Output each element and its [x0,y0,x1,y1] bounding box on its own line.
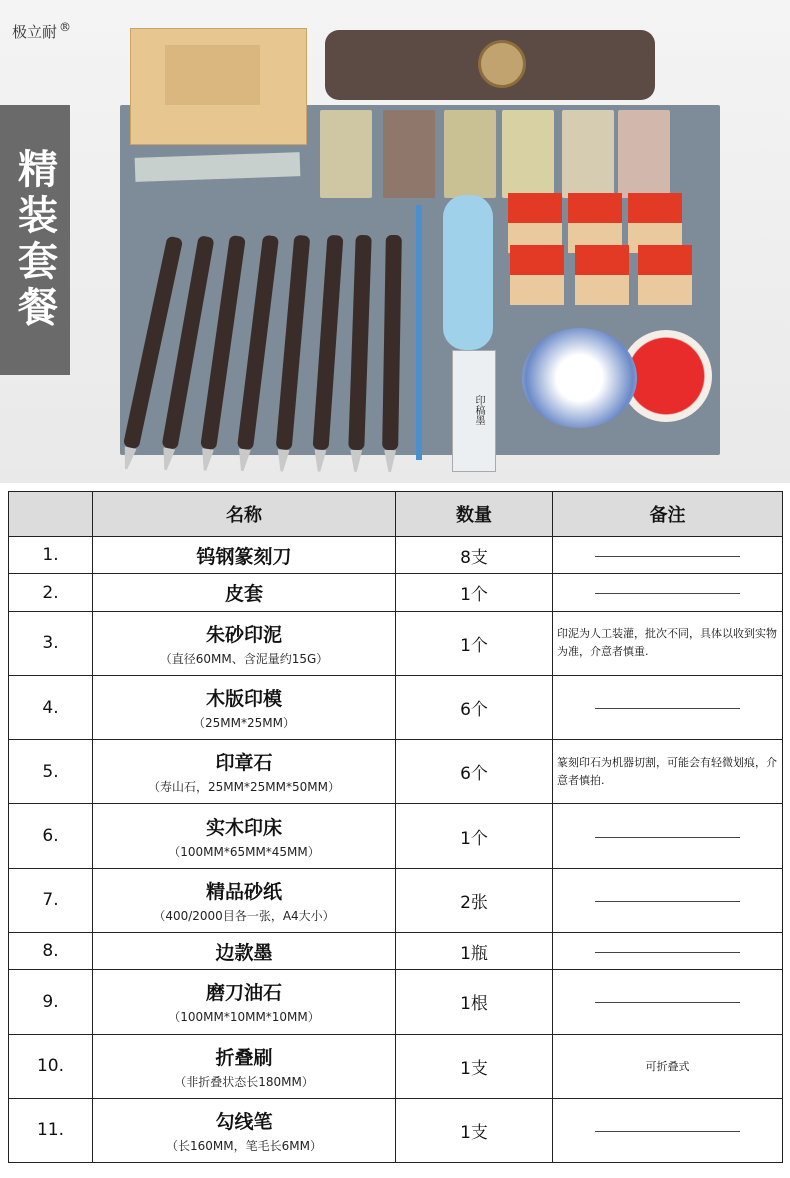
item-note-cell [553,932,783,969]
row-name-cell [93,932,396,969]
item-name: 实木印床 [205,816,282,839]
item-note-cell [553,1034,783,1098]
row-name-cell [93,740,396,804]
item-note-cell [553,804,783,868]
item-spec: （直径60MM、含泥量约15G） [159,651,329,666]
table-row [9,868,783,932]
brand-logo [12,20,71,42]
item-name: 勾线笔 [215,1110,273,1133]
item-note-cell [553,676,783,740]
item-quantity: 1瓶 [396,932,553,969]
empty-note-line [595,952,740,953]
row-index: 1. [9,537,93,574]
row-index: 8. [9,932,93,969]
item-spec: （长160MM，笔毛长6MM） [166,1138,322,1153]
wooden-stamp [628,193,682,253]
empty-note-line [595,593,740,594]
item-spec: （寿山石，25MM*25MM*50MM） [148,780,340,795]
table-row [9,932,783,969]
row-index: 6. [9,804,93,868]
empty-note-line [595,556,740,557]
seal-stone [320,110,372,198]
row-name-cell [93,574,396,611]
item-quantity: 8支 [396,537,553,574]
row-name-cell [93,537,396,574]
row-index: 9. [9,970,93,1034]
pouch-button-icon [478,40,526,88]
empty-note-line [595,901,740,902]
table-row [9,574,783,611]
header-qty: 数量 [396,492,553,537]
item-note-cell [553,868,783,932]
row-index: 4. [9,676,93,740]
item-name: 精品砂纸 [205,880,282,903]
product-photo [0,0,790,483]
vise-clamp [165,45,260,105]
item-note: 篆刻印石为机器切割，可能会有轻微划痕，介意者慎拍. [557,755,777,787]
item-spec: （25MM*25MM） [193,716,295,731]
row-name-cell [93,868,396,932]
table-row [9,537,783,574]
row-name-cell [93,970,396,1034]
empty-note-line [595,837,740,838]
item-name: 边款墨 [215,941,273,964]
brand-name: 极立耐 [12,23,58,41]
wooden-stamp [638,245,692,305]
row-index: 2. [9,574,93,611]
seal-stone [383,110,435,198]
table-row [9,804,783,868]
item-spec: （100MM*65MM*45MM） [168,844,320,859]
package-label [0,105,70,375]
row-name-cell [93,676,396,740]
folding-brush [443,195,493,350]
item-quantity: 2张 [396,868,553,932]
row-index: 5. [9,740,93,804]
package-title: 精装套餐 [11,148,59,332]
item-name: 木版印模 [205,688,282,711]
table-row [9,1098,783,1162]
ink-bottle-label: 印稿墨 [473,395,484,425]
table-row [9,1034,783,1098]
item-name: 印章石 [215,752,273,775]
item-quantity: 1个 [396,574,553,611]
row-index: 10. [9,1034,93,1098]
empty-note-line [595,1131,740,1132]
table-row [9,740,783,804]
item-spec: （400/2000目各一张，A4大小） [153,908,335,923]
row-name-cell [93,611,396,675]
item-quantity: 1个 [396,804,553,868]
table-row [9,676,783,740]
item-quantity: 1个 [396,611,553,675]
item-note: 印泥为人工装灌，批次不同，具体以收到实物为准，介意者慎重. [557,627,777,659]
row-index: 7. [9,868,93,932]
seal-stone [618,110,670,198]
item-note-cell [553,970,783,1034]
row-name-cell [93,804,396,868]
wooden-stamp [568,193,622,253]
row-index: 3. [9,611,93,675]
header-note: 备注 [553,492,783,537]
row-name-cell [93,1098,396,1162]
item-note-cell [553,574,783,611]
item-quantity: 6个 [396,676,553,740]
porcelain-lid [522,328,637,428]
item-name: 皮套 [224,583,263,606]
item-quantity: 1支 [396,1034,553,1098]
registered-mark-icon: ® [59,20,72,34]
row-index: 11. [9,1098,93,1162]
item-quantity: 1支 [396,1098,553,1162]
seal-stone [444,110,496,198]
wooden-stamp [575,245,629,305]
item-name: 钨钢篆刻刀 [196,545,292,568]
item-quantity: 1根 [396,970,553,1034]
item-name: 朱砂印泥 [205,623,282,646]
table-row [9,970,783,1034]
item-note-cell [553,1098,783,1162]
empty-note-line [595,708,740,709]
item-quantity: 6个 [396,740,553,804]
item-note-cell [553,537,783,574]
table-row [9,611,783,675]
item-name: 折叠刷 [215,1046,273,1069]
table-header-row [9,492,783,537]
contents-table [8,491,782,1163]
header-index [9,492,93,537]
wooden-stamp [508,193,562,253]
item-note: 可折叠式 [645,1060,690,1074]
item-spec: （100MM*10MM*10MM） [168,1010,320,1025]
empty-note-line [595,1002,740,1003]
seal-stone [502,110,554,198]
item-note-cell [553,611,783,675]
wooden-stamp [510,245,564,305]
item-note-cell [553,740,783,804]
row-name-cell [93,1034,396,1098]
line-brush [416,205,422,460]
item-name: 磨刀油石 [205,982,282,1005]
item-spec: （非折叠状态长180MM） [174,1074,314,1089]
seal-stone [562,110,614,198]
header-name: 名称 [93,492,396,537]
